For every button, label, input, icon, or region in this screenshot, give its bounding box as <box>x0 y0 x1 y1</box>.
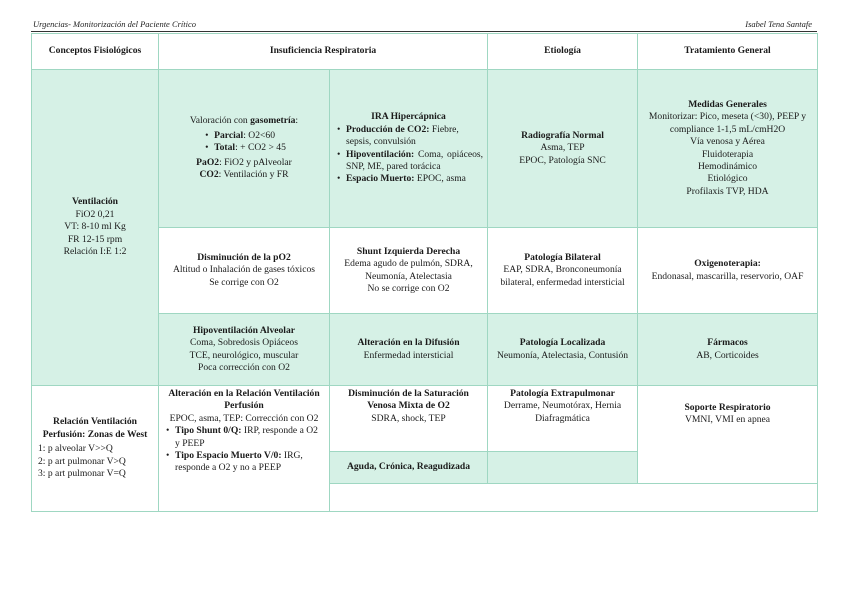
alteracion-vp-title: Alteración en la Relación Ventilación Perfusión <box>168 388 320 412</box>
gasometria-intro: Valoración con gasometría: <box>189 115 299 127</box>
cell-bilateral <box>488 228 638 314</box>
farmacos-title: Fármacos <box>707 337 748 349</box>
relacion-line: 2: p art pulmonar V>Q <box>38 455 126 467</box>
ventilacion-line: FR 12-15 rpm <box>67 233 123 245</box>
col-header-conceptos: Conceptos Fisiológicos <box>32 34 159 70</box>
medidas-title: Medidas Generales <box>688 98 767 110</box>
cell-hipoventilacion <box>159 314 330 386</box>
ira-item: • Espacio Muerto: EPOC, asma <box>346 173 483 185</box>
bilateral-line: EAP, SDRA, Bronconeumonía bilateral, enfermedad intersticial <box>500 264 625 288</box>
difusion-title: Alteración en la Difusión <box>357 337 460 349</box>
shunt-title: Shunt Izquierda Derecha <box>356 245 461 257</box>
saturacion-line: SDRA, shock, TEP <box>371 412 446 424</box>
ira-item: • Producción de CO2: Fiebre, sepsis, convulsión <box>346 124 483 149</box>
cell-soporte <box>638 386 818 484</box>
cell-medidas <box>638 70 818 228</box>
shunt-line: No se corrige con O2 <box>367 282 450 294</box>
medidas-line: Fluidoterapia <box>701 148 754 160</box>
gasometria-total: • Total: + CO2 > 45 <box>214 142 286 154</box>
gasometria-parcial: • Parcial: O2<60 <box>214 130 286 142</box>
disminucion-po2-line: Altitud o Inhalación de gases tóxicos <box>172 264 315 276</box>
header-right: Isabel Tena Santafe <box>745 19 812 29</box>
radiografia-title: Radiografía Normal <box>521 129 604 141</box>
cell-shunt <box>330 228 488 314</box>
hipoventilacion-line: Coma, Sobredosis Opiáceos <box>190 337 298 349</box>
relacion-line: 1: p alveolar V>>Q <box>38 443 113 455</box>
oxigeno-line: Endonasal, mascarilla, reservorio, OAF <box>651 270 804 282</box>
extrapulmonar-title: Patología Extrapulmonar <box>510 388 615 399</box>
relacion-line: 3: p art pulmonar V=Q <box>38 468 126 480</box>
aguda-title: Aguda, Crónica, Reagudizada <box>346 461 471 473</box>
difusion-line: Enfermedad intersticial <box>363 349 454 361</box>
disminucion-po2-line: Se corrige con O2 <box>209 276 279 288</box>
oxigeno-title: Oxigenoterapia: <box>694 258 761 270</box>
cell-localizada <box>488 314 638 386</box>
gasometria-co2: CO2: Ventilación y FR <box>199 169 289 181</box>
saturacion-title: Disminución de la Saturación Venosa Mixta de O2 <box>348 388 469 412</box>
disminucion-po2-title: Disminución de la pO2 <box>197 251 291 263</box>
soporte-line: VMNI, VMI en apnea <box>684 414 771 426</box>
shunt-line: Edema agudo de pulmón, SDRA, Neumonía, Atelectasia <box>344 258 473 282</box>
bilateral-title: Patología Bilateral <box>524 251 601 263</box>
cell-oxigenoterapia <box>638 228 818 314</box>
radiografia-line: EPOC, Patología SNC <box>519 154 606 166</box>
col-header-tratamiento: Tratamiento General <box>638 34 818 70</box>
alteracion-vp-text: EPOC, asma, TEP: Corrección con O2 <box>169 412 319 424</box>
col-header-insuficiencia: Insuficiencia Respiratoria <box>159 34 488 70</box>
alteracion-vp-item: • Tipo Espacio Muerto V/0: IRG, responde a O2 y no a PEEP <box>175 450 325 475</box>
ventilacion-line: FiO2 0,21 <box>75 208 115 220</box>
cell-ira <box>330 70 488 228</box>
ira-title: IRA Hipercápnica <box>371 111 446 123</box>
cell-ventilacion <box>32 70 159 386</box>
header-divider <box>31 31 817 32</box>
ventilacion-line: VT: 8-10 ml Kg <box>64 221 126 233</box>
cell-radiografia <box>488 70 638 228</box>
cell-disminucion-po2 <box>159 228 330 314</box>
gasometria-pao2: PaO2: FiO2 y pAlveolar <box>196 156 292 168</box>
medidas-line: Monitorizar: Pico, meseta (<30), PEEP y compliance 1-1,5 mL/cmH2O <box>648 111 807 135</box>
cell-aguda <box>330 452 488 484</box>
cell-relacion <box>32 386 159 512</box>
farmacos-line: AB, Corticoides <box>696 349 759 361</box>
cell-alteracion-vp <box>159 386 330 512</box>
alteracion-vp-item: • Tipo Shunt 0/Q: IRP, responde a O2 y PEEP <box>175 425 325 450</box>
medidas-line: Hemodinámico <box>697 160 758 172</box>
ventilacion-line: Relación I:E 1:2 <box>63 246 127 258</box>
radiografia-line: Asma, TEP <box>540 142 585 154</box>
summary-table <box>31 33 818 512</box>
cell-difusion <box>330 314 488 386</box>
medidas-line: Profilaxis TVP, HDA <box>686 185 769 197</box>
ira-item: • Hipoventilación: Coma, opiáceos, SNP, ME, pared torácica <box>346 149 483 174</box>
soporte-title: Soporte Respiratorio <box>684 402 771 413</box>
extrapulmonar-line: Derrame, Neumotórax, Hernia Diafragmática <box>503 400 622 424</box>
localizada-line: Neumonía, Atelectasia, Contusión <box>496 349 629 361</box>
localizada-title: Patología Localizada <box>519 337 606 349</box>
cell-extrapulmonar <box>488 386 638 452</box>
cell-saturacion <box>330 386 488 452</box>
medidas-line: Vía venosa y Aérea <box>690 136 765 148</box>
cell-empty-bottom <box>330 484 818 512</box>
relacion-title: Relación Ventilación Perfusión: Zonas de West <box>42 416 148 440</box>
cell-aguda-empty <box>488 452 638 484</box>
hipoventilacion-title: Hipoventilación Alveolar <box>192 324 296 336</box>
ventilacion-title: Ventilación <box>71 196 119 208</box>
cell-farmacos <box>638 314 818 386</box>
hipoventilacion-line: TCE, neurológico, muscular <box>189 349 299 361</box>
hipoventilacion-line: Poca corrección con O2 <box>198 361 290 373</box>
medidas-line: Etiológico <box>707 173 748 185</box>
cell-gasometria <box>159 70 330 228</box>
header-left: Urgencias- Monitorización del Paciente Crítico <box>33 19 197 29</box>
col-header-etiologia: Etiología <box>488 34 638 70</box>
